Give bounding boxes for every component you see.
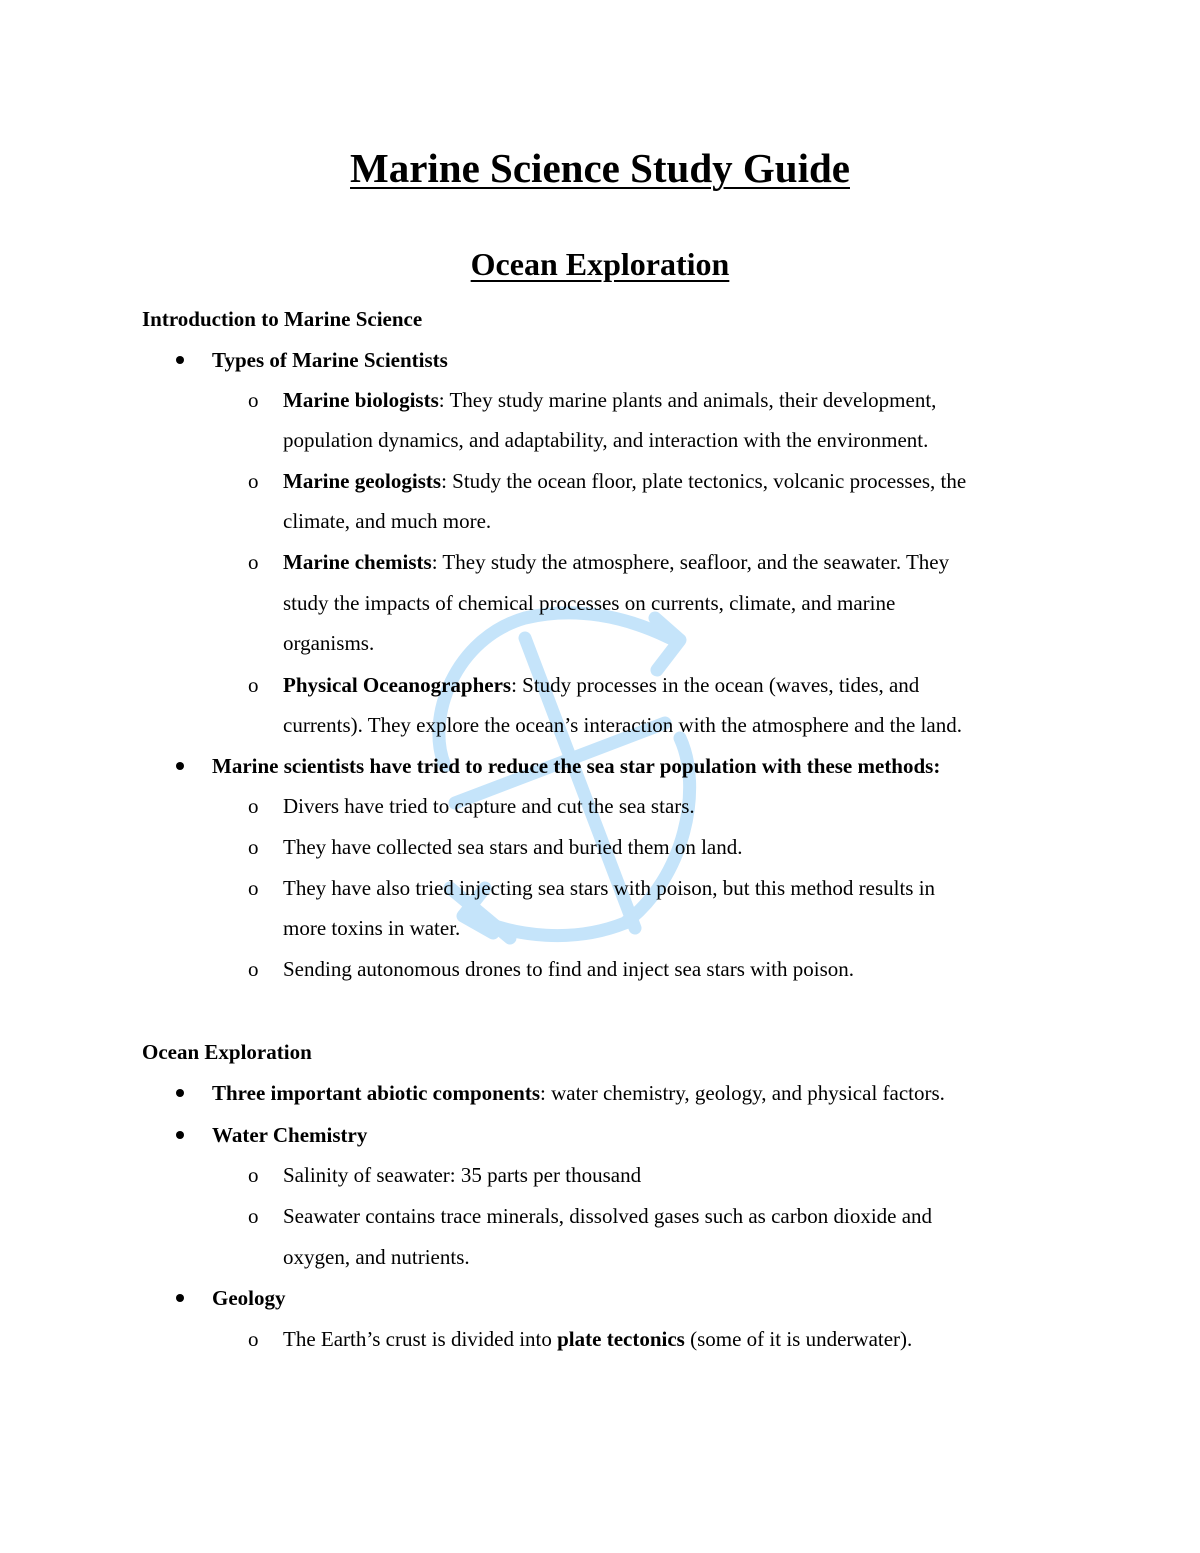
section-heading-intro: Introduction to Marine Science	[142, 307, 423, 331]
section-heading-ocean-exploration: Ocean Exploration	[142, 1040, 312, 1064]
list-item-method: They have collected sea stars and buried them on land.	[283, 835, 743, 859]
section-title: Ocean Exploration	[470, 246, 730, 282]
list-item-continuation: organisms.	[283, 631, 375, 655]
sub-bullet: o	[248, 876, 259, 900]
sub-bullet: o	[248, 550, 259, 574]
sub-bullet: o	[248, 957, 259, 981]
list-item-continuation: oxygen, and nutrients.	[283, 1245, 470, 1269]
sub-bullet: o	[248, 835, 259, 859]
list-item-geologists: Marine geologists: Study the ocean floor, plate tectonics, volcanic processes, the	[283, 469, 967, 493]
document-title: Marine Science Study Guide	[350, 145, 850, 191]
sub-bullet: o	[248, 794, 259, 818]
bullet-dot	[176, 1089, 184, 1097]
sub-bullet: o	[248, 1327, 259, 1351]
bullet-dot	[176, 762, 184, 770]
list-item-method: Divers have tried to capture and cut the sea stars.	[283, 794, 695, 818]
bullet-dot	[176, 1294, 184, 1302]
sub-bullet: o	[248, 673, 259, 697]
list-item-crust: The Earth’s crust is divided into plate tectonics (some of it is underwater).	[283, 1327, 913, 1351]
types-heading: Types of Marine Scientists	[212, 348, 448, 372]
list-item-continuation: more toxins in water.	[283, 916, 461, 940]
list-item-method: Sending autonomous drones to find and inject sea stars with poison.	[283, 957, 855, 981]
sub-bullet: o	[248, 388, 259, 412]
list-item-salinity: Salinity of seawater: 35 parts per thousand	[283, 1163, 642, 1187]
list-item-oceanographers: Physical Oceanographers: Study processes in the ocean (waves, tides, and	[283, 673, 920, 697]
sub-bullet: o	[248, 469, 259, 493]
water-chemistry-heading: Water Chemistry	[212, 1123, 368, 1147]
list-item-seawater: Seawater contains trace minerals, dissolved gases such as carbon dioxide and	[283, 1204, 933, 1228]
geology-heading: Geology	[212, 1286, 286, 1310]
list-item-continuation: climate, and much more.	[283, 509, 492, 533]
methods-heading: Marine scientists have tried to reduce the sea star population with these methods:	[212, 754, 941, 778]
list-item-abiotic: Three important abiotic components: water chemistry, geology, and physical factors.	[212, 1081, 945, 1105]
list-item-biologists: Marine biologists: They study marine plants and animals, their development,	[283, 388, 937, 412]
bullet-dot	[176, 1131, 184, 1139]
bullet-dot	[176, 356, 184, 364]
list-item-method: They have also tried injecting sea stars with poison, but this method results in	[283, 876, 936, 900]
list-item-continuation: study the impacts of chemical processes on currents, climate, and marine	[283, 591, 896, 615]
sub-bullet: o	[248, 1163, 259, 1187]
list-item-continuation: currents). They explore the ocean’s interaction with the atmosphere and the land.	[283, 713, 962, 737]
list-item-continuation: population dynamics, and adaptability, and interaction with the environment.	[283, 428, 929, 452]
sub-bullet: o	[248, 1204, 259, 1228]
list-item-chemists: Marine chemists: They study the atmosphere, seafloor, and the seawater. They	[283, 550, 950, 574]
